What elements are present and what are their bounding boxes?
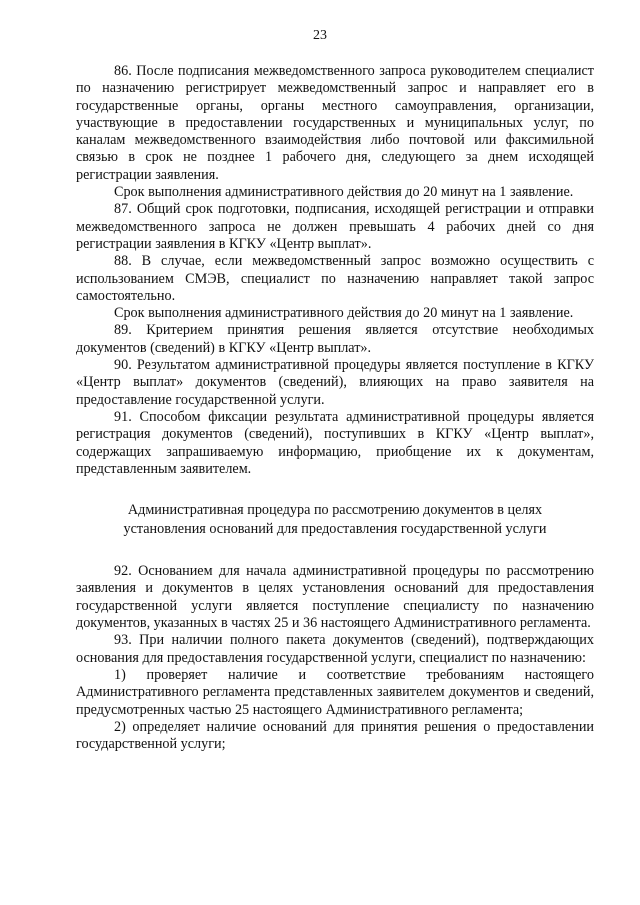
paragraph-91: 91. Способом фиксации результата административной процедуры является регистрация документов (сведений), поступивших в КГКУ «Центр выплат», содержащих запрашиваемую информацию, приобщение их к документам, представленным заявителем. xyxy=(76,408,594,477)
paragraph-deadline-2: Срок выполнения административного действия до 20 минут на 1 заявление. xyxy=(114,305,574,322)
paragraph-90: 90. Результатом административной процедуры является поступление в КГКУ «Центр выплат» документов (сведений), влияющих на право заявителя на предоставление государственной услуги. xyxy=(76,357,594,408)
paragraph-89: 89. Критерием принятия решения является отсутствие необходимых документов (сведений) в КГКУ «Центр выплат». xyxy=(76,322,594,356)
list-item-2: 2) определяет наличие оснований для принятия решения о предоставлении государственной услуги; xyxy=(76,718,594,753)
paragraph-88: 88. В случае, если межведомственный запрос возможно осуществить с использованием СМЭВ, специалист по назначению направляет такой запрос самостоятельно. xyxy=(76,253,594,304)
section-heading-line-2: установления оснований для предоставления государственной услуги xyxy=(123,521,547,538)
page-number: 23 xyxy=(313,28,327,43)
list-item-1: 1) проверяет наличие и соответствие требованиям настоящего Административного регламента представленных заявителем документов и сведений, предусмотренных частью 25 настоящего Административного регламента; xyxy=(76,666,594,718)
paragraph-deadline-1: Срок выполнения административного действия до 20 минут на 1 заявление. xyxy=(114,184,574,201)
paragraph-86: 86. После подписания межведомственного запроса руководителем специалист по назначению регистрирует межведомственный запрос и направляет его в государственные органы, органы местного самоуправления, организации, участвующие в предоставлении государственных и муниципальных услуг, по каналам межведомственного взаимодействия либо почтовой или факсимильной связью в срок не позднее 1 рабочего дня, следующего за днем исходящей регистрации заявления. xyxy=(76,63,594,183)
paragraph-93: 93. При наличии полного пакета документов (сведений), подтверждающих основания для предоставления государственной услуги, специалист по назначению: xyxy=(76,632,594,666)
paragraph-87: 87. Общий срок подготовки, подписания, исходящей регистрации и отправки межведомственного запроса не должен превышать 4 рабочих дней со дня регистрации заявления в КГКУ «Центр выплат». xyxy=(76,201,594,252)
section-heading-line-1: Административная процедура по рассмотрению документов в целях xyxy=(127,502,543,519)
section-heading xyxy=(76,501,594,539)
paragraph-92: 92. Основанием для начала административной процедуры по рассмотрению заявления и документов в целях установления оснований для предоставления государственной услуги является поступление специалисту по назначению документов, указанных в частях 25 и 36 настоящего Административного регламента. xyxy=(76,563,594,632)
document-body xyxy=(76,63,594,753)
